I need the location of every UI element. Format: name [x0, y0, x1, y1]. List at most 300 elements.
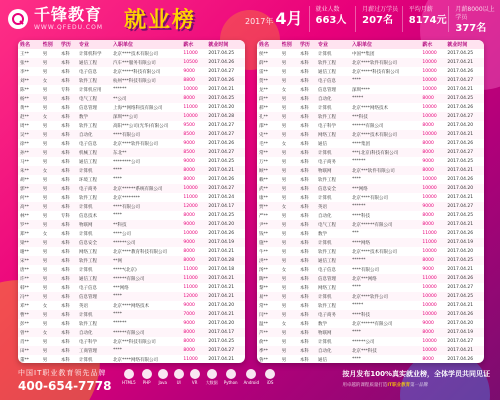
table-cell: 计算机: [318, 51, 332, 57]
tech-item: [142, 369, 152, 386]
table-cell: 男: [280, 184, 298, 193]
table-cell: 10000: [420, 130, 445, 139]
table-cell: 男: [42, 321, 48, 327]
table-cell: 本科: [298, 76, 316, 85]
table-cell: 男: [280, 256, 298, 265]
table-cell: 女: [281, 267, 287, 273]
table-cell: 电子信息: [316, 76, 350, 85]
table-cell: 郑**: [20, 231, 29, 237]
table-cell: 本科: [60, 357, 70, 363]
table-cell: 2017.04.26: [447, 105, 474, 110]
table-cell: 10500: [181, 58, 206, 67]
table-cell: 2017.04.27: [206, 130, 245, 139]
table-cell: ***网络: [350, 184, 420, 193]
table-cell: 男: [42, 285, 48, 291]
table-cell: 计算机: [77, 202, 111, 211]
table-cell: 本科: [298, 130, 316, 139]
table-cell: 北京****技术有限公司: [113, 51, 159, 57]
table-cell: 邵**: [259, 123, 268, 129]
table-cell: 电子科学: [79, 339, 97, 345]
table-cell: 男: [281, 303, 287, 309]
table-cell: 软件工程: [318, 177, 336, 183]
table-cell: *****(北京): [113, 267, 137, 273]
table-cell: 10000: [420, 310, 445, 319]
table-row: [257, 67, 484, 76]
logo-icon: [8, 9, 28, 29]
table-cell: 10000: [422, 303, 437, 308]
table-cell: 男: [280, 292, 298, 301]
table-row: [18, 139, 245, 148]
table-row: [257, 355, 484, 363]
table-cell: 北京****网络技术: [113, 303, 150, 309]
table-row: [18, 148, 245, 157]
table-cell: 2017.04.21: [447, 303, 474, 308]
table-cell: 8000: [420, 148, 445, 157]
table-cell: 本科: [298, 112, 316, 121]
table-cell: ****有限公司: [111, 130, 181, 139]
table-cell: 男: [42, 213, 48, 219]
table-row: [257, 94, 484, 103]
table-cell: 2017.04.25: [447, 213, 474, 218]
table-cell: 汽车***服务有限公司: [111, 58, 181, 67]
table-cell: 男: [281, 159, 287, 165]
table-row: [257, 157, 484, 166]
table-cell: 12000: [181, 202, 206, 211]
table-row: [18, 166, 245, 175]
table-cell: 8000: [181, 94, 206, 103]
table-cell: 英语: [79, 303, 88, 309]
table-cell: 电子商务: [316, 310, 350, 319]
table-cell: 尹**: [257, 220, 280, 229]
table-row: [257, 301, 484, 310]
table-cell: 2017.04.26: [447, 177, 474, 182]
table-cell: 2017.04.27: [206, 148, 245, 157]
table-cell: 梁**: [18, 238, 41, 247]
table-cell: 软件工程: [318, 303, 336, 309]
table-row: [18, 193, 245, 202]
table-cell: 9000: [183, 303, 195, 308]
table-cell: ***网络: [113, 285, 129, 291]
table-cell: 9000: [181, 220, 206, 229]
table-cell: 通信工程: [318, 69, 336, 75]
table-cell: ****: [350, 76, 420, 85]
table-cell: 杨**: [18, 94, 41, 103]
table-cell: 本科: [59, 292, 77, 301]
tech-icon: [226, 369, 236, 379]
table-cell: 2017.04.17: [206, 328, 245, 337]
table-cell: 女: [41, 112, 59, 121]
table-cell: 北京****软件有限公司: [113, 141, 159, 147]
table-cell: 曾**: [18, 328, 41, 337]
table-cell: 电子商务: [77, 184, 111, 193]
table-cell: 男: [42, 123, 48, 129]
table-cell: 季**: [257, 346, 280, 355]
table-row: [257, 319, 484, 328]
table-cell: ******公司: [111, 238, 181, 247]
table-cell: 8500: [181, 148, 206, 157]
table-cell: 9000: [181, 238, 206, 247]
table-cell: 信息管理: [77, 292, 111, 301]
table-cell: 雷**: [259, 69, 268, 75]
table-cell: 万**: [259, 159, 268, 165]
table-cell: 2017.04.21: [447, 87, 474, 92]
table-row: [18, 121, 245, 130]
table-cell: 本科: [299, 105, 309, 111]
table-cell: 10000: [422, 339, 437, 344]
table-cell: 朱**: [18, 166, 41, 175]
table-cell: 2017.04.19: [206, 238, 245, 247]
table-cell: 数学: [318, 321, 327, 327]
table-cell: 2017.04.21: [208, 357, 235, 362]
table-cell: 女: [41, 76, 59, 85]
table-cell: 信息技术: [79, 213, 97, 219]
table-cell: 2017.04.20: [447, 123, 474, 128]
table-cell: 8000: [422, 141, 434, 146]
table-row: [257, 103, 484, 112]
table-cell: ****: [111, 292, 181, 301]
col-header-degree: 学历: [59, 40, 77, 49]
table-cell: 本科: [59, 310, 77, 319]
table-cell: 本科: [298, 238, 316, 247]
table-cell: 计算机: [316, 148, 350, 157]
table-cell: 信息管理: [79, 105, 97, 111]
table-cell: 北京****软件公司: [350, 292, 420, 301]
table-cell: 男: [281, 69, 287, 75]
table-cell: 2017.04.25: [447, 159, 474, 164]
tech-icon: [190, 369, 200, 379]
tech-item: [122, 369, 136, 386]
tech-item: [224, 369, 238, 386]
table-cell: 本科: [59, 328, 77, 337]
phone-number[interactable]: 400-654-7778: [18, 379, 112, 393]
table-cell: **公司: [111, 94, 181, 103]
table-cell: 薛**: [257, 58, 280, 67]
table-cell: ****: [113, 213, 123, 218]
table-row: [257, 49, 484, 58]
table-cell: 顾**: [257, 166, 280, 175]
stat-over-10k: [355, 6, 402, 32]
table-cell: 10000: [422, 69, 437, 74]
table-row: [257, 310, 484, 319]
table-cell: 2017.04.20: [206, 220, 245, 229]
table-cell: 深圳***公司: [111, 112, 181, 121]
table-cell: 男: [41, 310, 59, 319]
table-cell: 吴**: [18, 130, 41, 139]
table-cell: ****: [111, 166, 181, 175]
table-cell: 计算机: [316, 292, 350, 301]
table-cell: ****: [111, 310, 181, 319]
table-cell: 本科: [59, 202, 77, 211]
table-cell: 韩**: [20, 285, 29, 291]
tech-label: Android: [243, 380, 260, 385]
table-cell: 信息安全: [316, 184, 350, 193]
table-cell: 本科: [299, 87, 309, 93]
table-cell: 电子信息: [318, 267, 336, 273]
table-cell: 女: [280, 202, 298, 211]
tech-item: [206, 369, 218, 386]
table-row: [257, 130, 484, 139]
table-cell: ****有限公司: [111, 202, 181, 211]
table-cell: 通信工程: [77, 274, 111, 283]
col-header-salary: 薪水: [181, 40, 206, 49]
table-cell: 2017.04.28: [206, 256, 245, 265]
table-cell: 冯**: [18, 292, 41, 301]
table-cell: 物联网: [77, 220, 111, 229]
table-cell: 2017.04.27: [206, 346, 245, 355]
table-cell: 10000: [420, 58, 445, 67]
table-cell: 段**: [257, 94, 280, 103]
footer-tagline: 中国IT职业教育领先品牌: [18, 369, 107, 377]
table-cell: 胡**: [20, 177, 29, 183]
table-cell: 男: [42, 357, 48, 363]
table-row: [18, 130, 245, 139]
stat-avg-salary: [402, 6, 449, 32]
table-cell: 本科: [298, 220, 316, 229]
table-cell: 本科: [60, 123, 70, 129]
table-row: [257, 139, 484, 148]
table-cell: 8500: [181, 130, 206, 139]
table-cell: 男: [281, 177, 287, 183]
tech-label: Python: [223, 380, 238, 385]
table-row: [18, 175, 245, 184]
table-cell: ******: [113, 87, 127, 92]
table-cell: 电子信息: [79, 141, 97, 147]
table-cell: **科技: [111, 220, 181, 229]
table-row: [18, 274, 245, 283]
table-cell: 11000: [183, 51, 198, 56]
table-cell: 计算机: [79, 231, 93, 237]
table-cell: ****: [111, 346, 181, 355]
table-cell: 男: [42, 87, 48, 93]
table-row: [257, 283, 484, 292]
table-cell: 8000: [183, 177, 195, 182]
table-row: [257, 247, 484, 256]
table-cell: 计算机科学: [79, 51, 102, 57]
stat-value: 377名: [455, 23, 487, 34]
table-cell: 陈**: [20, 87, 29, 93]
table-row: [257, 193, 484, 202]
table-cell: 软件工程: [77, 76, 111, 85]
stat-value: 207名: [362, 15, 393, 26]
stat-label: 平均月薪: [408, 6, 433, 13]
table-cell: 中国**集团: [352, 51, 375, 57]
table-cell: 2017.04.27: [445, 76, 484, 85]
table-cell: ****: [352, 177, 362, 182]
table-cell: 2017.04.25: [208, 51, 235, 56]
footer-note-line1: 按月发布100%真实就业榜，全体学员共同见证: [342, 370, 490, 378]
table-cell: 本科: [299, 195, 309, 201]
table-cell: ****: [350, 328, 420, 337]
table-cell: 2017.04.26: [208, 177, 235, 182]
table-cell: 高**: [18, 202, 41, 211]
col-header-name: 姓名: [257, 40, 280, 49]
table-row: [257, 256, 484, 265]
table-cell: 女: [281, 321, 287, 327]
table-cell: 8000: [420, 256, 445, 265]
table-cell: 本科: [59, 166, 77, 175]
table-row: [18, 346, 245, 355]
table-cell: 2017.04.21: [445, 346, 484, 355]
table-cell: 男: [41, 148, 59, 157]
table-cell: 本科: [60, 303, 70, 309]
table-cell: 2017.04.27: [445, 112, 484, 121]
table-cell: 2017.04.26: [208, 231, 235, 236]
table-cell: ******公司: [352, 339, 375, 345]
table-cell: 本科: [60, 231, 70, 237]
table-cell: 本科: [299, 285, 309, 291]
table-row: [257, 85, 484, 94]
table-cell: 2017.04.27: [447, 285, 474, 290]
table-cell: 赵**: [18, 112, 41, 121]
table-cell: 10000: [422, 105, 437, 110]
table-cell: 本科: [298, 328, 316, 337]
table-cell: 2017.04.24: [208, 195, 235, 200]
table-cell: 北京****网络有限公司: [113, 357, 159, 363]
table-row: [257, 112, 484, 121]
table-cell: 男: [281, 249, 287, 255]
table-cell: 2017.04.21: [208, 285, 235, 290]
table-cell: 11000: [183, 267, 198, 272]
table-cell: 信息管理: [316, 274, 350, 283]
table-row: [18, 76, 245, 85]
table-cell: 本科: [298, 94, 316, 103]
table-cell: 2017.04.25: [445, 256, 484, 265]
table-cell: 8000: [422, 123, 434, 128]
table-cell: 10000: [422, 87, 437, 92]
table-cell: 2017.04.21: [445, 166, 484, 175]
table-cell: 2017.04.20: [208, 321, 235, 326]
tech-icon: [142, 369, 152, 379]
table-cell: 男: [41, 346, 59, 355]
table-cell: 男: [281, 105, 287, 111]
table-cell: 本科: [59, 76, 77, 85]
table-cell: 男: [280, 238, 298, 247]
table-cell: 英语: [316, 202, 350, 211]
table-row: [18, 229, 245, 238]
table-cell: 本科: [60, 339, 70, 345]
table-cell: 自动化: [77, 130, 111, 139]
table-cell: 赖**: [259, 177, 268, 183]
table-cell: ****: [352, 357, 362, 362]
table-cell: 本科: [299, 249, 309, 255]
table-cell: 本科: [298, 256, 316, 265]
table-cell: 本科: [298, 148, 316, 157]
table-cell: 男: [41, 274, 59, 283]
table-header-row: [257, 40, 484, 49]
col-header-major: 专业: [77, 40, 111, 49]
col-header-name: 姓名: [18, 40, 41, 49]
table-cell: 高阳***公司(光华)有限公司: [113, 123, 169, 129]
table-cell: 2017.04.25: [208, 339, 235, 344]
table-cell: 男: [41, 256, 59, 265]
table-cell: 本科: [60, 321, 70, 327]
tech-icon: [158, 369, 168, 379]
table-cell: ****科技: [350, 310, 420, 319]
tech-item: [174, 369, 184, 386]
table-cell: ****集团: [352, 141, 371, 147]
table-cell: 男: [280, 112, 298, 121]
left-employment-table-panel: [18, 40, 245, 363]
table-cell: 7000: [181, 310, 206, 319]
table-cell: 本科: [60, 195, 70, 201]
table-cell: 北京******系统有限公司: [111, 184, 181, 193]
table-cell: 环境工程: [79, 177, 97, 183]
table-row: [18, 49, 245, 58]
table-cell: 软件工程: [79, 321, 97, 327]
table-cell: 8000: [181, 166, 206, 175]
table-cell: 本科: [298, 58, 316, 67]
table-cell: 本科: [59, 58, 77, 67]
table-cell: 北京******有限公司: [352, 321, 393, 327]
table-cell: 10000: [181, 112, 206, 121]
table-cell: 通信工程: [77, 58, 111, 67]
table-cell: 本科: [59, 238, 77, 247]
table-cell: 北京***网络: [350, 274, 420, 283]
table-cell: 严**: [259, 213, 268, 219]
table-cell: 康**: [259, 195, 268, 201]
table-cell: 本科: [59, 256, 77, 265]
table-cell: 10000: [422, 249, 437, 254]
table-cell: 男: [281, 285, 287, 291]
table-row: [18, 265, 245, 274]
table-cell: 俞**: [259, 339, 268, 345]
table-cell: 2017.04.26: [208, 141, 235, 146]
table-cell: 2017.04.26: [447, 231, 474, 236]
table-cell: 肖**: [20, 339, 29, 345]
stat-label: 月薪8000以上学员: [455, 6, 495, 21]
table-row: [257, 166, 484, 175]
table-cell: 9500: [183, 123, 195, 128]
table-cell: 2017.04.25: [206, 94, 245, 103]
table-row: [257, 184, 484, 193]
col-header-gender: 性别: [280, 40, 298, 49]
table-row: [18, 328, 245, 337]
tech-item: [158, 369, 168, 386]
table-cell: 李**: [20, 69, 29, 75]
table-cell: 本科: [298, 202, 316, 211]
table-cell: 2017.04.21: [206, 310, 245, 319]
table-row: [18, 157, 245, 166]
table-cell: ****: [352, 285, 362, 290]
col-header-degree: 学历: [298, 40, 316, 49]
tech-item: [190, 369, 200, 386]
table-cell: 北京*****科技有限公司: [352, 69, 400, 75]
table-cell: 本科: [299, 213, 309, 219]
table-cell: 信息管理: [318, 87, 336, 93]
table-cell: 男: [280, 58, 298, 67]
table-cell: 本科: [60, 249, 70, 255]
table-cell: 2017.04.21: [206, 166, 245, 175]
table-cell: 男: [42, 159, 48, 165]
table-cell: 电子信息: [79, 285, 97, 291]
table-cell: 2017.04.27: [447, 339, 474, 344]
table-row: [18, 58, 245, 67]
table-cell: 本科: [299, 231, 309, 237]
table-cell: 毛**: [259, 141, 268, 147]
table-cell: 2017.04.21: [208, 87, 235, 92]
footer-note: [342, 369, 490, 388]
table-cell: 林**: [20, 213, 29, 219]
table-row: [257, 292, 484, 301]
footer-note-prefix: 用卓越的课程质量打造: [342, 383, 388, 388]
table-cell: 男: [42, 177, 48, 183]
employment-table-left: [18, 40, 245, 363]
stat-month: 4月: [275, 9, 303, 28]
stat-value: 8174元: [408, 15, 447, 26]
table-cell: 女: [281, 141, 287, 147]
table-cell: 刘**: [18, 76, 41, 85]
col-header-date: 就业时间: [206, 40, 245, 49]
